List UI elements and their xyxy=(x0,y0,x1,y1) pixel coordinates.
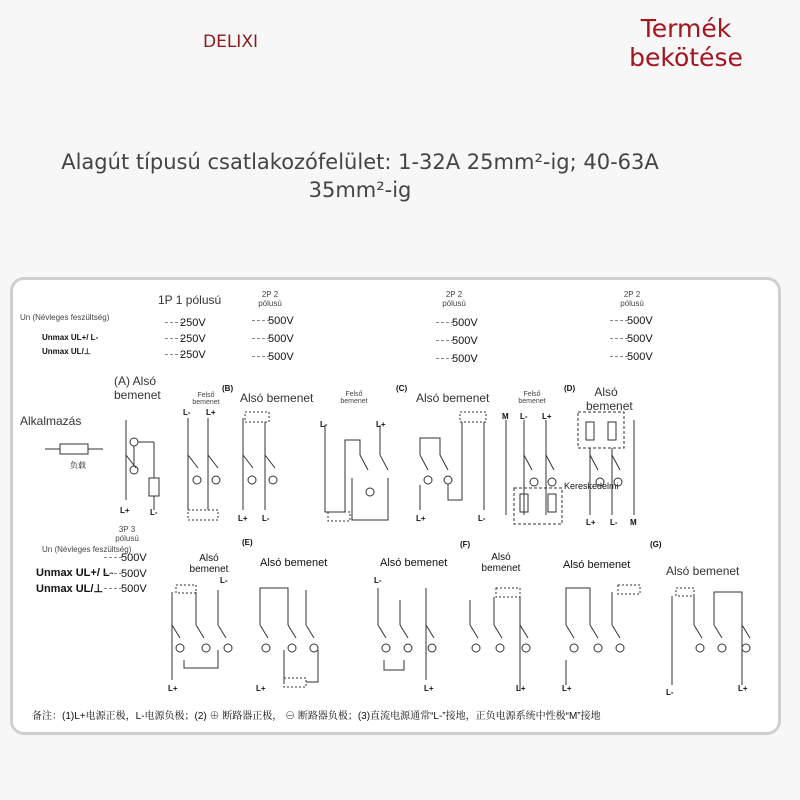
commercial-label: Kereskedelmi xyxy=(564,481,619,491)
v-2p3-neg: 500V xyxy=(627,351,653,363)
diagram-d-bottom-input: Alsó bemenet xyxy=(586,385,633,413)
diagram-g-label: (G) xyxy=(650,540,662,549)
v-1p-neg: 250V xyxy=(180,349,206,361)
v-2p1-pos: 500V xyxy=(268,333,294,345)
terminal-c2-lplus: L+ xyxy=(416,514,426,523)
terminal-f1-lminus: L- xyxy=(374,576,382,585)
diagram-c-label: (C) xyxy=(396,384,408,393)
v-2p2-pos: 500V xyxy=(452,335,478,347)
terminal-d2-m: M xyxy=(630,518,637,527)
terminal-b2-lminus: L- xyxy=(262,514,270,523)
diagram-f1-bottom-input: Alsó bemenet xyxy=(380,557,448,569)
terminal-d1-lplus: L+ xyxy=(542,412,552,421)
v-2p2-un: 500V xyxy=(452,317,478,329)
v-3p-pos: 500V xyxy=(121,568,147,580)
terminal-d1-lminus: L- xyxy=(520,412,528,421)
diagram-c-bottom-input: Alsó bemenet xyxy=(416,391,490,405)
pole-2p-header-2: 2P 2 pólusú xyxy=(442,290,466,308)
terminal-e1-lminus: L- xyxy=(220,576,228,585)
terminal-c2-lminus: L- xyxy=(478,514,486,523)
v-2p1-un: 500V xyxy=(268,315,294,327)
v-2p3-pos: 500V xyxy=(627,333,653,345)
row-label-unmax-neg: Unmax UL/⊥ xyxy=(42,347,91,356)
diagram-d-top-input: Felső bemenet xyxy=(518,391,546,405)
brand-label: DELIXI xyxy=(203,32,258,52)
v-2p1-neg: 500V xyxy=(268,351,294,363)
terminal-g1-lplus: L+ xyxy=(562,684,572,693)
v-1p-pos: 250V xyxy=(180,333,206,345)
pole-2p-header-1: 2P 2 pólusú xyxy=(258,290,282,308)
terminal-d2-lminus: L- xyxy=(610,518,618,527)
terminal-d2-lplus: L+ xyxy=(586,518,596,527)
diagram-c-top-input: Felső bemenet xyxy=(340,391,368,405)
terminal-b1-lplus: L+ xyxy=(206,408,216,417)
terminal-b1-lminus: L- xyxy=(183,408,191,417)
pole-1p-header: 1P 1 pólusú xyxy=(158,293,222,307)
terminal-c1-lplus: L+ xyxy=(376,420,386,429)
diagram-e-label: (E) xyxy=(242,538,253,547)
diagram-f2-bottom-input: Alsó bemenet xyxy=(481,552,521,574)
pole-2p-header-3: 2P 2 pólusú xyxy=(620,290,644,308)
diagram-e1-bottom-input: Alsó bemenet xyxy=(189,553,229,575)
row-label-un: Un (Névleges feszültség) xyxy=(20,313,110,322)
terminal-e2-lplus: L+ xyxy=(256,684,266,693)
terminal-g2-lplus: L+ xyxy=(738,684,748,693)
diagram-a-label: (A) Alsó bemenet xyxy=(114,374,161,402)
diagram-d-label: (D) xyxy=(564,384,576,393)
v-2p2-neg: 500V xyxy=(452,353,478,365)
terminal-b2-lplus: L+ xyxy=(238,514,248,523)
diagram-e2-bottom-input: Alsó bemenet xyxy=(260,557,328,569)
pole-3p-header: 3P 3 pólusú xyxy=(115,525,139,543)
diagram-b-label: (B) xyxy=(222,384,234,393)
headline: Alagút típusú csatlakozófelület: 1-32A 25mm²-ig; 40-63A 35mm²-ig xyxy=(61,150,659,202)
terminal-c1-lminus: L- xyxy=(320,420,328,429)
row3-label-unmax-pos: Unmax UL+/ L- xyxy=(36,567,114,579)
footnote: 备注：(1)L+电源正极，L-电源负极；(2) ⊕ 断路器正极， ⊖ 断路器负极；(3)直流电源通常“L-”接地，正负电源系统中性极“M”接地 xyxy=(32,711,601,722)
terminal-f1-lplus: L+ xyxy=(424,684,434,693)
row-label-unmax-pos: Unmax UL+/ L- xyxy=(42,333,99,342)
terminal-f2-lplus: L+ xyxy=(516,684,526,693)
v-2p3-un: 500V xyxy=(627,315,653,327)
terminal-d1-m: M xyxy=(502,412,509,421)
load-label: 负载 xyxy=(70,461,86,470)
v-1p-un: 250V xyxy=(180,317,206,329)
diagram-b-top-input: Felső bemenet xyxy=(192,392,220,406)
terminal-g2-lminus: L- xyxy=(666,688,674,697)
row3-label-unmax-neg: Unmax UL/⊥ xyxy=(36,583,104,595)
v-3p-neg: 500V xyxy=(121,583,147,595)
v-3p-un: 500V xyxy=(121,552,147,564)
row3-label-un: Un (Névleges feszültség) xyxy=(42,545,132,554)
diagram-g1-bottom-input: Alsó bemenet xyxy=(563,559,631,571)
page-title: Termék bekötése xyxy=(629,14,743,72)
diagram-f-label: (F) xyxy=(460,540,471,549)
terminal-a-lplus: L+ xyxy=(120,506,130,515)
terminal-e1-lplus: L+ xyxy=(168,684,178,693)
terminal-a-lminus: L- xyxy=(150,508,158,517)
diagram-b-bottom-input: Alsó bemenet xyxy=(240,391,314,405)
application-label: Alkalmazás xyxy=(20,414,82,428)
diagram-g2-bottom-input: Alsó bemenet xyxy=(666,564,740,578)
